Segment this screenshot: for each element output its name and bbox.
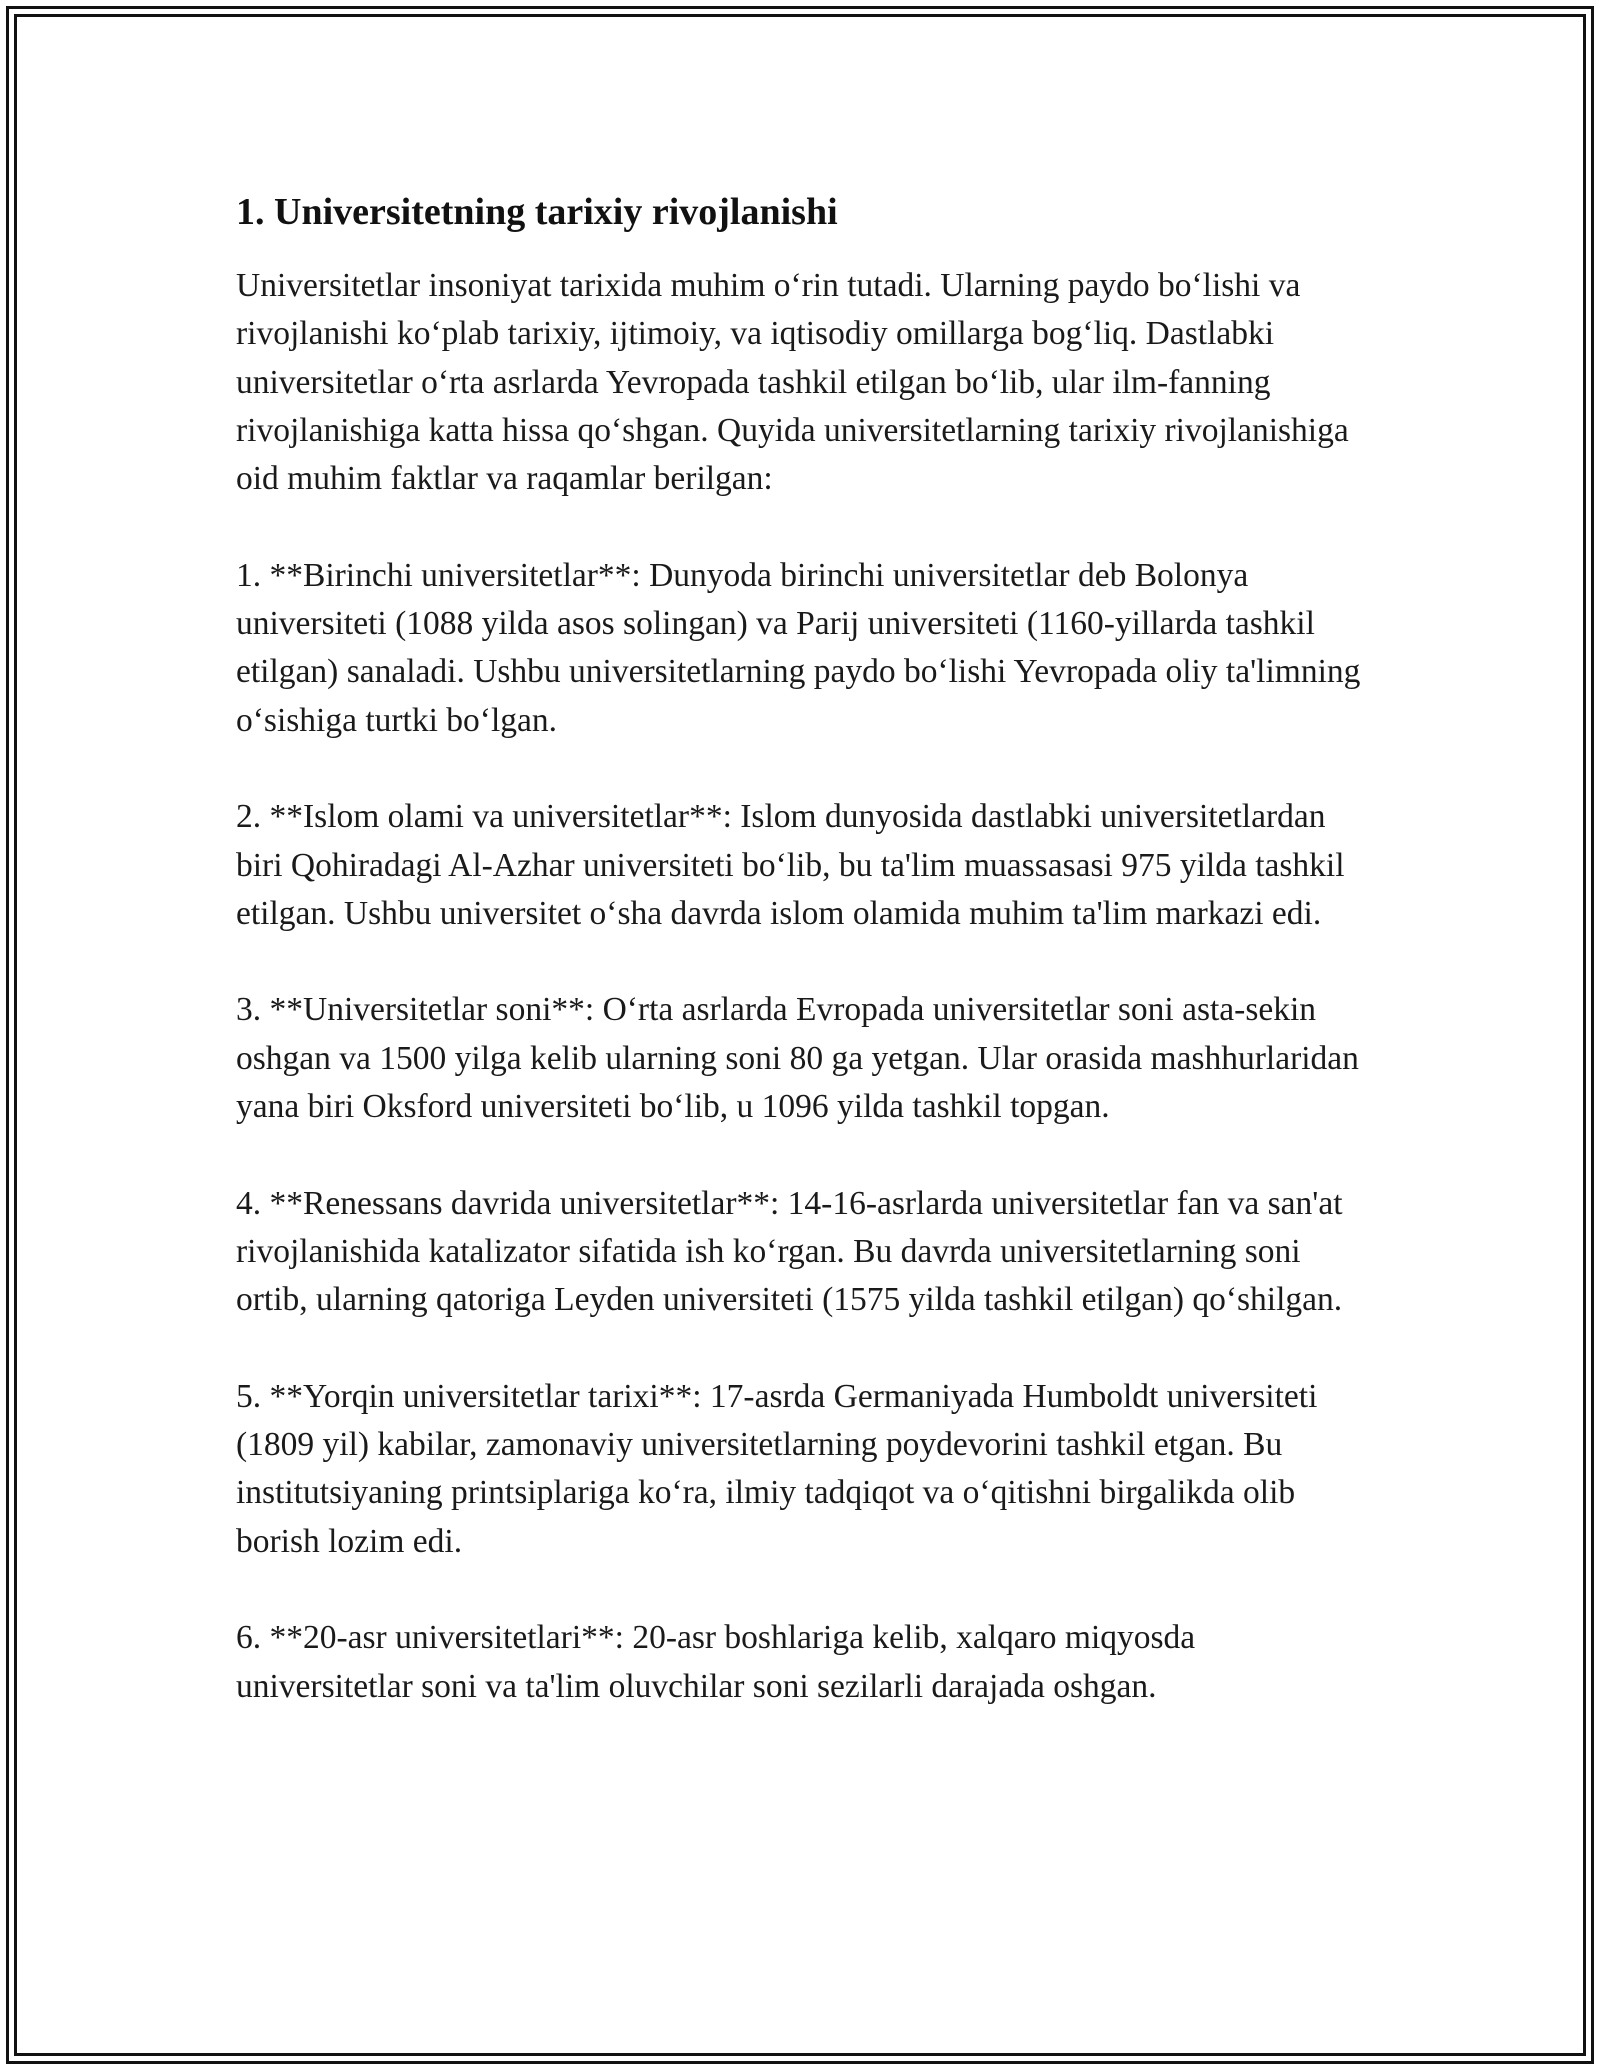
section-heading: 1. Universitetning tarixiy rivojlanishi [236,191,838,233]
fact-paragraph-1: 1. **Birinchi universitetlar**: Dunyoda birinchi universitetlar deb Bolonya universiteti (1088 yilda asos solingan) va Parij universiteti (1160-yillarda tashkil etilgan) sanaladi. Ushbu universitetlarning paydo bo‘lishi Yevropada oliy ta'limning o‘sishiga turtki bo‘lgan. [236,556,1361,739]
fact-paragraph-4: 4. **Renessans davrida universitetlar**: 14-16-asrlarda universitetlar fan va san'at rivojlanishida katalizator sifatida ish ko‘rgan. Bu davrda universitetlarning soni ortib, ularning qatoriga Leyden universiteti (1575 yilda tashkil etilgan) qo‘shilgan. [236,1184,1343,1319]
intro-paragraph: Universitetlar insoniyat tarixida muhim o‘rin tutadi. Ularning paydo bo‘lishi va rivojlanishi ko‘plab tarixiy, ijtimoiy, va iqtisodiy omillarga bog‘liq. Dastlabki universitetlar o‘rta asrlarda Yevropada tashkil etilgan bo‘lib, ular ilm-fanning rivojlanishiga katta hissa qo‘shgan. Quyida universitetlarning tarixiy rivojlanishiga oid muhim faktlar va raqamlar berilgan: [236,267,1349,498]
fact-paragraph-3: 3. **Universitetlar soni**: O‘rta asrlarda Evropada universitetlar soni asta-sekin oshgan va 1500 yilga kelib ularning soni 80 ga yetgan. Ular orasida mashhurlaridan yana biri Oksford universiteti bo‘lib, u 1096 yilda tashkil topgan. [236,991,1359,1126]
fact-paragraph-2: 2. **Islom olami va universitetlar**: Islom dunyosida dastlabki universitetlardan biri Qohiradagi Al-Azhar universiteti bo‘lib, bu ta'lim muassasasi 975 yilda tashkil etilgan. Ushbu universitet o‘sha davrda islom olamida muhim ta'lim markazi edi. [236,798,1345,932]
fact-paragraph-5: 5. **Yorqin universitetlar tarixi**: 17-asrda Germaniyada Humboldt universiteti (1809 yil) kabilar, zamonaviy universitetlarning poydevorini tashkil etgan. Bu institutsiyaning printsiplariga ko‘ra, ilmiy tadqiqot va o‘qitishni birgalikda olib borish lozim edi. [236,1377,1318,1560]
fact-paragraph-6: 6. **20-asr universitetlari**: 20-asr boshlariga kelib, xalqaro miqyosda universitetlar soni va ta'lim oluvchilar soni sezilarli darajada oshgan. [236,1619,1196,1705]
document-body [236,186,1376,1711]
